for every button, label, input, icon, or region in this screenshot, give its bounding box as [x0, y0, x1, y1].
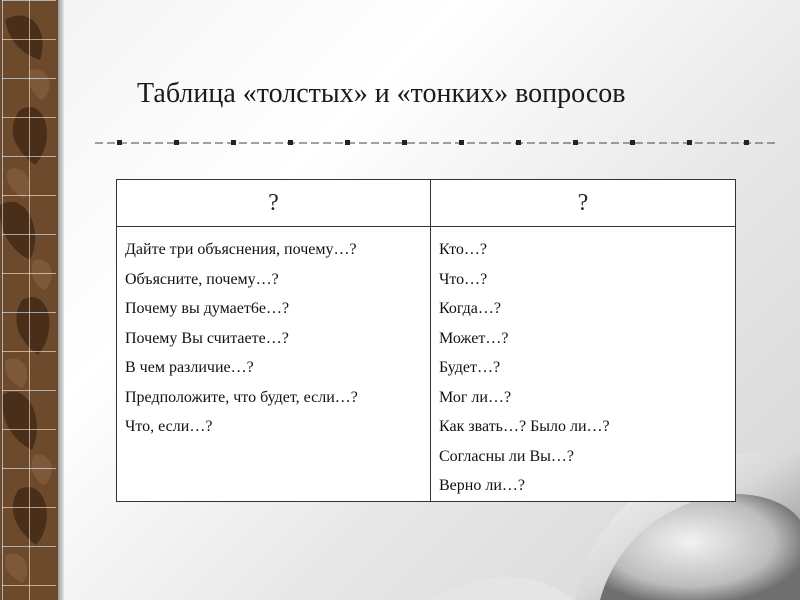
list-item: Будет…?: [439, 359, 501, 376]
list-item: Как звать…? Было ли…?: [439, 418, 610, 435]
thick-questions-cell: [117, 227, 431, 502]
slide-title: Таблица «толстых» и «тонких» вопросов: [137, 78, 626, 109]
dashed-divider: [95, 138, 775, 148]
list-item: Когда…?: [439, 300, 501, 317]
strip-edge: [58, 0, 64, 600]
list-item: Почему Вы считаете…?: [125, 329, 289, 347]
list-item: Что…?: [439, 270, 488, 288]
list-item: Верно ли…?: [439, 477, 525, 494]
table-body-row: [117, 227, 736, 502]
list-item: Кто…?: [439, 241, 487, 258]
strip-grid-overlay: [2, 0, 56, 600]
list-item: Что, если…?: [125, 418, 213, 435]
decorative-leaf-strip: [0, 0, 58, 600]
questions-table: [116, 179, 736, 502]
list-item: Почему вы думает6е…?: [125, 300, 290, 317]
list-item: Объясните, почему…?: [125, 270, 279, 288]
table-header-row: [117, 180, 736, 227]
list-item: Может…?: [439, 329, 509, 347]
list-item: Мог ли…?: [439, 388, 512, 406]
header-thick-questions: ?: [117, 180, 431, 227]
list-item: Согласны ли Вы…?: [439, 447, 574, 465]
list-item: Дайте три объяснения, почему…?: [125, 241, 357, 258]
thick-questions-list: [117, 227, 430, 442]
list-item: Предположите, что будет, если…?: [125, 388, 358, 406]
thin-questions-cell: [431, 227, 736, 502]
header-thin-questions: ?: [431, 180, 736, 227]
list-item: В чем различие…?: [125, 359, 254, 376]
thin-questions-list: [431, 227, 735, 501]
